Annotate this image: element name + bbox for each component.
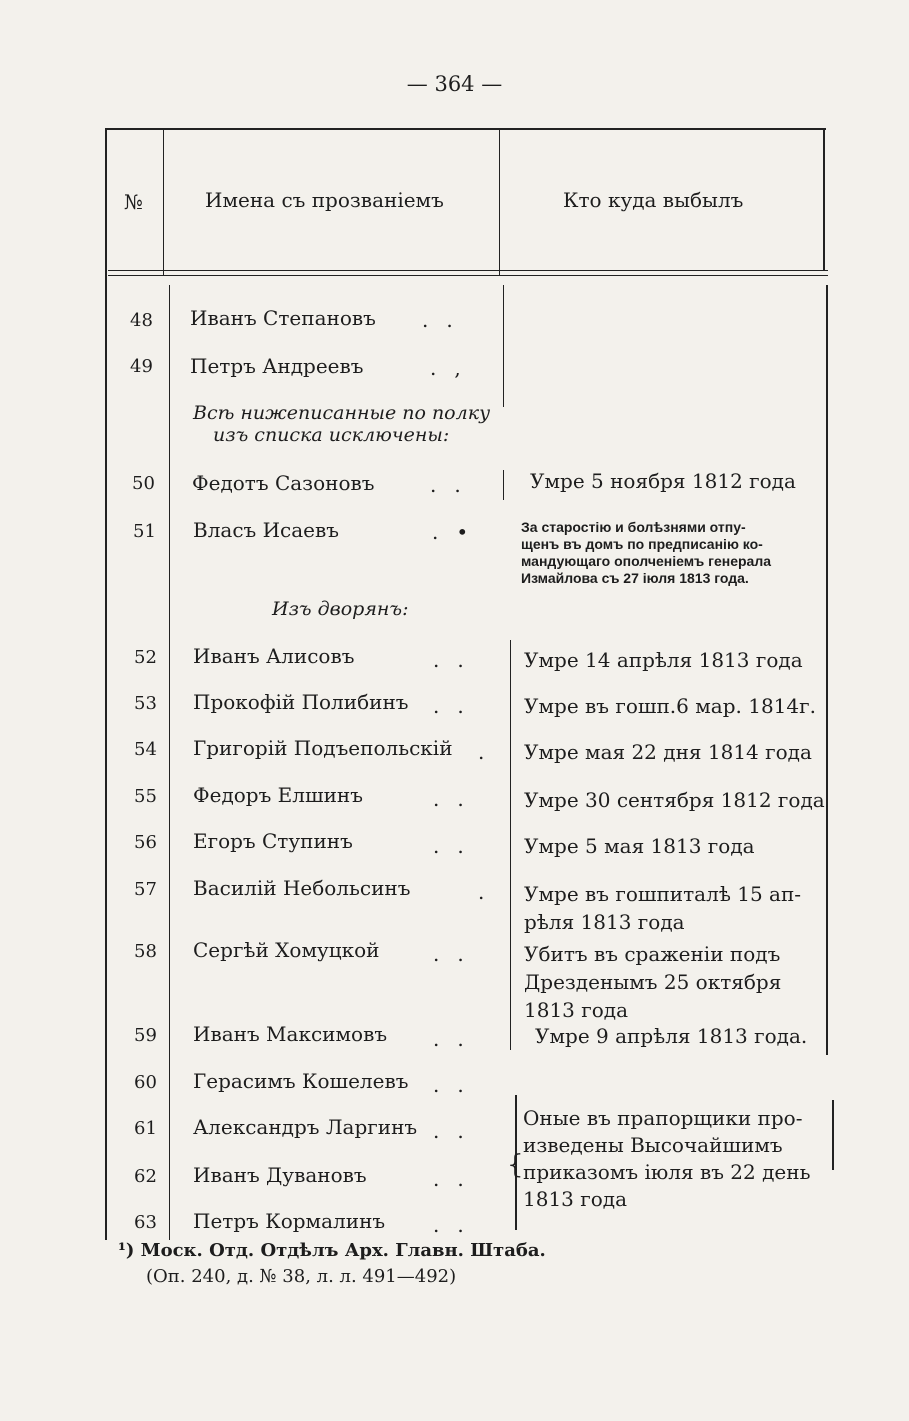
row-name: Василій Небольсинъ bbox=[193, 876, 411, 900]
table-top-rule bbox=[105, 128, 826, 130]
excluded-note-line2: изъ списка исключены: bbox=[213, 424, 450, 446]
table-right-rule bbox=[823, 128, 825, 270]
leader-dots: .. bbox=[433, 1119, 482, 1143]
row-name: Петръ Андреевъ bbox=[190, 354, 364, 378]
row-number: 57 bbox=[134, 879, 157, 900]
row-fate: Умре 14 апрѣля 1813 года bbox=[524, 648, 803, 672]
row-number: 50 bbox=[132, 473, 155, 494]
row-name: Григорій Подъепольскій bbox=[193, 736, 453, 760]
row-name: Сергѣй Хомуцкой bbox=[193, 938, 380, 962]
row-number: 59 bbox=[134, 1025, 157, 1046]
body-col-divider-2 bbox=[503, 285, 504, 407]
footnote-line1: ¹) Моск. Отд. Отдѣлъ Арх. Главн. Штаба. bbox=[118, 1240, 546, 1261]
body-col-divider-1 bbox=[169, 285, 170, 1240]
header-col-divider-2 bbox=[499, 128, 500, 275]
row-fate: Умре 5 ноября 1812 года bbox=[530, 469, 796, 493]
row-fate: Убитъ въ сраженіи подъ Дрезденымъ 25 октября 1813 года bbox=[524, 942, 782, 1022]
excluded-note-line1: Всѣ нижеписанные по полку bbox=[193, 402, 491, 424]
row-fate: Умре 5 мая 1813 года bbox=[524, 834, 755, 858]
row-number: 58 bbox=[134, 941, 157, 962]
header-col-divider-1 bbox=[163, 128, 164, 275]
row-number: 51 bbox=[133, 521, 156, 542]
leader-dots: .. bbox=[430, 473, 479, 497]
row-fate: Умре въ гошпиталѣ 15 ап- рѣля 1813 года bbox=[524, 882, 802, 934]
nobles-heading: Изъ дворянъ: bbox=[272, 598, 409, 620]
leader-dots: .. bbox=[433, 648, 482, 672]
row-number: 48 bbox=[130, 310, 153, 331]
body-col-divider-2b bbox=[503, 470, 504, 500]
row-name: Александръ Ларгинъ bbox=[193, 1115, 418, 1139]
header-bottom-rule-2 bbox=[108, 275, 828, 276]
leader-dots: .. bbox=[433, 942, 482, 966]
row-fate: Умре мая 22 дня 1814 года bbox=[524, 740, 812, 764]
row-name: Иванъ Максимовъ bbox=[193, 1022, 388, 1046]
header-names: Имена съ прозваніемъ bbox=[205, 188, 444, 212]
leader-dots: ., bbox=[430, 356, 479, 380]
row-name: Иванъ Алисовъ bbox=[193, 644, 355, 668]
leader-dots: .. bbox=[433, 1073, 482, 1097]
row-number: 62 bbox=[134, 1166, 157, 1187]
row-fate: Умре 9 апрѣля 1813 года. bbox=[535, 1024, 808, 1048]
group-right-rule bbox=[832, 1100, 834, 1170]
row-name: Иванъ Степановъ bbox=[190, 306, 376, 330]
row-number: 52 bbox=[134, 647, 157, 668]
row-fate: За старостію и болѣзнями отпу- щенъ въ домъ по предписанію ко- мандующаго ополченіемъ генерала Измайлова съ 27 іюля 1813 года. bbox=[521, 519, 772, 586]
row-name: Прокофій Полибинъ bbox=[193, 690, 409, 714]
row-name: Власъ Исаевъ bbox=[193, 518, 339, 542]
leader-dots: .. bbox=[433, 787, 482, 811]
row-fate: Умре 30 сентября 1812 года bbox=[524, 788, 825, 812]
leader-dots: .• bbox=[432, 520, 487, 544]
row-name: Федотъ Сазоновъ bbox=[192, 471, 375, 495]
leader-dots: . bbox=[478, 880, 503, 904]
leader-dots: .. bbox=[433, 834, 482, 858]
header-bottom-rule-1 bbox=[108, 270, 828, 271]
leader-dots: .. bbox=[433, 694, 482, 718]
row-name: Иванъ Дувановъ bbox=[193, 1163, 367, 1187]
header-number: № bbox=[124, 190, 143, 214]
row-name: Петръ Кормалинъ bbox=[193, 1209, 386, 1233]
row-number: 49 bbox=[130, 356, 153, 377]
leader-dots: .. bbox=[433, 1167, 482, 1191]
leader-dots: .. bbox=[433, 1213, 482, 1237]
row-name: Герасимъ Кошелевъ bbox=[193, 1069, 409, 1093]
table-left-rule bbox=[105, 128, 107, 1240]
row-number: 54 bbox=[134, 739, 157, 760]
leader-dots: .. bbox=[422, 308, 471, 332]
group-brace-icon: { bbox=[507, 1150, 524, 1180]
row-number: 55 bbox=[134, 786, 157, 807]
leader-dots: .. bbox=[433, 1027, 482, 1051]
row-number: 61 bbox=[134, 1118, 157, 1139]
row-number: 63 bbox=[134, 1212, 157, 1233]
group-remark: Оные въ прапорщики про- изведены Высочайшимъ приказомъ іюля въ 22 день 1813 года bbox=[523, 1106, 811, 1211]
row-number: 60 bbox=[134, 1072, 157, 1093]
row-fate: Умре въ гошп.6 мар. 1814г. bbox=[524, 694, 816, 718]
header-fate: Кто куда выбылъ bbox=[563, 188, 744, 212]
leader-dots: . bbox=[478, 740, 503, 764]
row-name: Егоръ Ступинъ bbox=[193, 829, 353, 853]
body-col-divider-2c bbox=[510, 640, 511, 1050]
row-name: Федоръ Елшинъ bbox=[193, 783, 363, 807]
page-number: — 364 — bbox=[406, 72, 503, 96]
row-number: 53 bbox=[134, 693, 157, 714]
row-number: 56 bbox=[134, 832, 157, 853]
body-right-rule bbox=[826, 285, 828, 1055]
footnote-line2: (Оп. 240, д. № 38, л. л. 491—492) bbox=[146, 1266, 457, 1287]
